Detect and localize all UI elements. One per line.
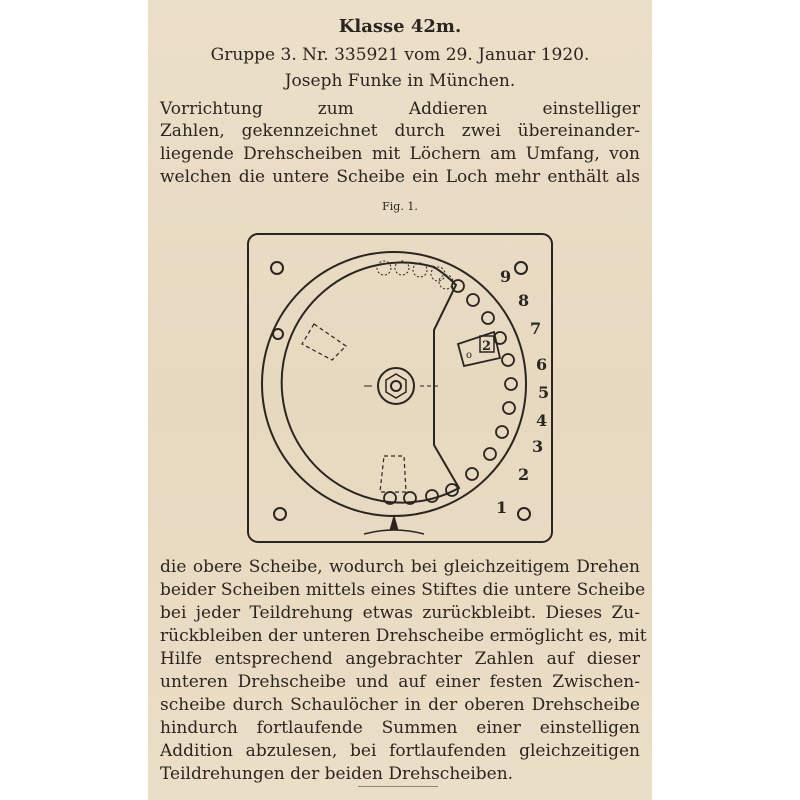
class-heading: Klasse 42m. [338,16,462,37]
author-line: Joseph Funke in München. [284,71,516,91]
paragraph-1-line: Zahlen, gekennzeichnet durch zwei übereinander- [160,121,640,141]
window-digit: 2 [482,339,492,354]
scanned-page [148,0,652,800]
window-mark: o [466,350,473,361]
paragraph-2-line: scheibe durch Schaulöcher in der oberen Drehscheibe [160,695,640,715]
figure-caption: Fig. 1. [382,200,418,213]
paragraph-2-line: Hilfe entsprechend angebrachter Zahlen auf dieser [160,649,640,669]
paragraph-2-line: rückbleiben der unteren Drehscheibe ermöglicht es, mit [160,626,647,646]
digit-label: 5 [538,383,550,402]
paragraph-2-line: die obere Scheibe, wodurch bei gleichzeitigem Drehen [160,557,640,577]
paragraph-2-line: bei jeder Teildrehung etwas zurückbleibt. Dieses Zu- [160,603,640,623]
paragraph-2-line: beider Scheiben mittels eines Stiftes die untere Scheibe [160,580,646,600]
paragraph-1-line: welchen die untere Scheibe ein Loch mehr enthält als [160,167,640,187]
digit-label: 1 [496,498,508,517]
digit-label: 9 [500,267,512,286]
paragraph-2-line: hindurch fortlaufende Summen einer einstelligen [160,718,640,738]
closing-rule [358,786,438,787]
patent-line: Gruppe 3. Nr. 335921 vom 29. Januar 1920. [210,45,590,65]
digit-label: 2 [518,465,530,484]
paragraph-1-line: Vorrichtung zum Addieren einstelliger [160,99,640,119]
paragraph-2-line: Addition abzulesen, bei fortlaufenden gleichzeitigen [160,741,640,761]
digit-label: 3 [532,437,544,456]
upper-disc [282,263,459,503]
paragraph-2-last-line: Teildrehungen der beiden Drehscheiben. [160,764,514,784]
paragraph-2-line: unteren Drehscheibe und auf einer festen Zwischen- [160,672,640,692]
digit-label: 4 [536,411,548,430]
adding-device-figure [244,230,556,546]
digit-label: 7 [530,319,542,338]
digit-label: 8 [518,291,530,310]
lower-disc [262,252,526,516]
digit-label: 6 [536,355,548,374]
paragraph-1-line: liegende Drehscheiben mit Löchern am Umfang, von [160,144,640,164]
